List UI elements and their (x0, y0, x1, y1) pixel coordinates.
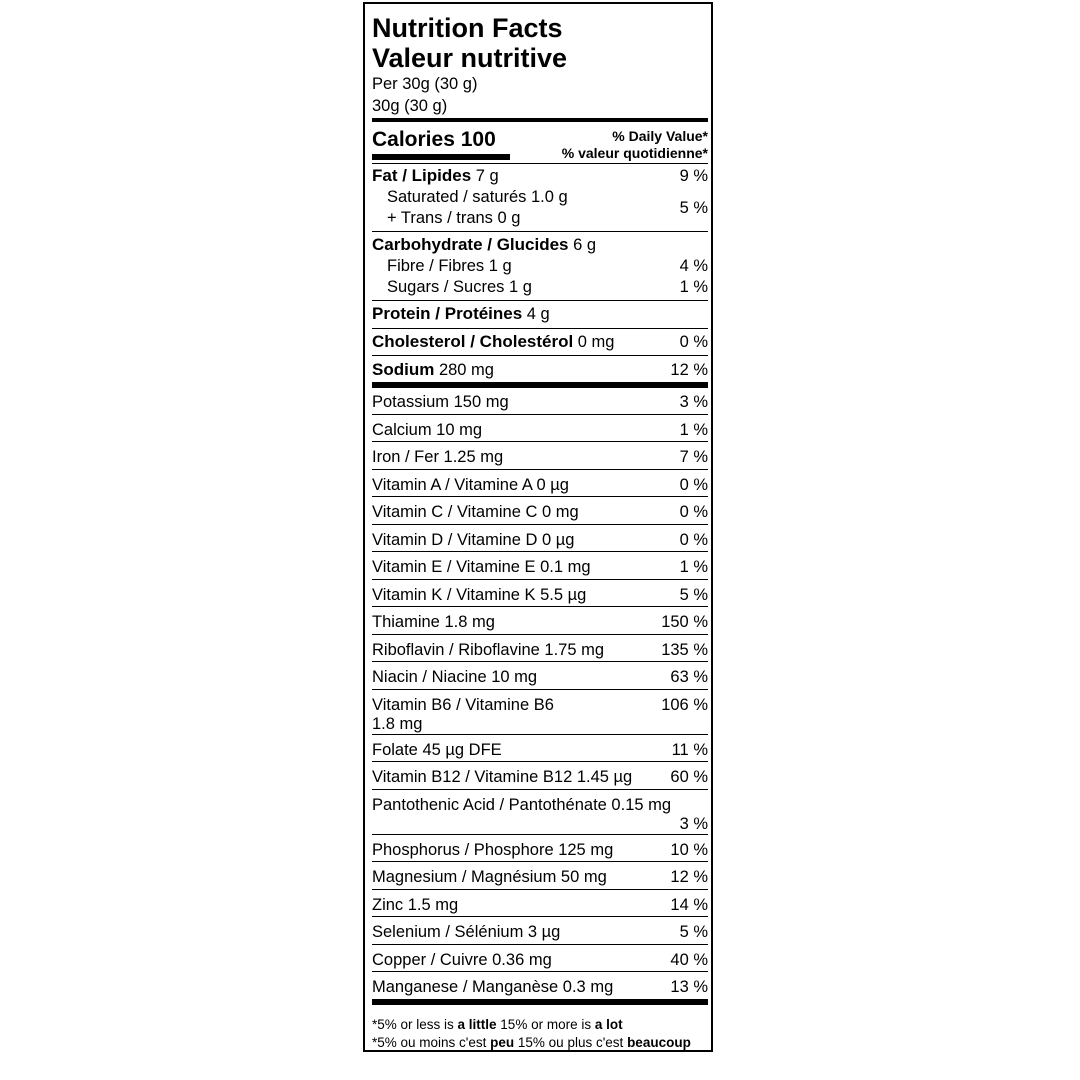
divider (372, 414, 708, 415)
micronutrient-label: Niacin / Niacine 10 mg (372, 668, 538, 686)
divider (372, 551, 708, 552)
cholesterol-label: Cholesterol / Cholestérol (372, 332, 574, 351)
micronutrient-dv: 1 % (679, 558, 708, 576)
micronutrient-label: Phosphorus / Phosphore 125 mg (372, 840, 614, 859)
micronutrient-dv: 0 % (679, 503, 708, 521)
micronutrient-label: Iron / Fer 1.25 mg (372, 448, 504, 466)
micronutrient-label: Manganese / Manganèse 0.3 mg (372, 978, 614, 996)
trans-label: + Trans / trans 0 g (387, 209, 521, 227)
footnote-en-text: 15% or more is (496, 1017, 595, 1032)
fat-label: Fat / Lipides (372, 166, 472, 185)
micronutrient-label: Copper / Cuivre 0.36 mg (372, 950, 552, 969)
divider (372, 300, 708, 301)
divider (372, 971, 708, 972)
micronutrient-label: Magnesium / Magnésium 50 mg (372, 868, 607, 886)
divider (372, 661, 708, 662)
micronutrient-dv: 3 % (679, 814, 708, 833)
micronutrient-dv: 60 % (670, 768, 708, 786)
divider (372, 889, 708, 890)
micronutrient-label: Zinc 1.5 mg (372, 895, 459, 914)
divider (372, 789, 708, 790)
calories-line (372, 128, 496, 152)
cholesterol-amount: 0 mg (577, 333, 615, 351)
micronutrient-label: Vitamin B12 / Vitamine B12 1.45 µg (372, 768, 633, 786)
sugars-dv: 1 % (679, 278, 708, 296)
sugars-label: Sugars / Sucres 1 g (387, 278, 532, 296)
micronutrient-label: Selenium / Sélénium 3 µg (372, 923, 561, 941)
fat-amount: 7 g (475, 167, 499, 185)
footnote-fr-text: 15% ou plus c'est (514, 1035, 628, 1050)
divider (372, 524, 708, 525)
footnote-fr-text: *5% ou moins c'est (372, 1035, 491, 1050)
divider (372, 861, 708, 862)
footnote-en-bold: a lot (594, 1017, 623, 1032)
footnote-en-bold: a little (457, 1017, 497, 1032)
micronutrient-label: Vitamin E / Vitamine E 0.1 mg (372, 558, 591, 576)
divider (372, 944, 708, 945)
calories-bar (372, 154, 510, 160)
micronutrient-dv: 14 % (670, 895, 708, 914)
micronutrient-label: Calcium 10 mg (372, 420, 483, 439)
micronutrient-label: Riboflavin / Riboflavine 1.75 mg (372, 640, 605, 659)
divider (372, 579, 708, 580)
divider (372, 355, 708, 356)
title-french: Valeur nutritive (372, 43, 568, 73)
protein-label: Protein / Protéines (372, 304, 523, 323)
fat-dv: 9 % (679, 167, 708, 185)
calories-value: 100 (460, 128, 496, 151)
cholesterol-dv: 0 % (679, 333, 708, 351)
divider (372, 761, 708, 762)
divider (372, 734, 708, 735)
micronutrient-dv: 0 % (679, 475, 708, 494)
divider (372, 689, 708, 690)
micronutrient-dv: 7 % (679, 448, 708, 466)
micronutrient-dv: 1 % (679, 420, 708, 439)
carbohydrate-amount: 6 g (573, 236, 597, 254)
fibre-label: Fibre / Fibres 1 g (387, 257, 512, 275)
saturated-label: Saturated / saturés 1.0 g (387, 188, 568, 206)
fibre-dv: 4 % (679, 257, 708, 275)
nutrition-facts-panel (363, 2, 713, 1052)
micronutrient-label: Vitamin C / Vitamine C 0 mg (372, 503, 579, 521)
thick-divider (372, 118, 708, 122)
footnote-en-text: *5% or less is (372, 1017, 458, 1032)
micronutrient-label: Pantothenic Acid / Pantothénate 0.15 mg (372, 795, 672, 814)
thick-divider (372, 999, 708, 1005)
divider (372, 328, 708, 329)
micronutrient-dv: 150 % (661, 613, 708, 631)
micronutrient-label: Vitamin A / Vitamine A 0 µg (372, 475, 569, 494)
thick-divider (372, 382, 708, 388)
micronutrient-label: Vitamin B6 / Vitamine B6 (372, 695, 554, 714)
micronutrient-dv: 5 % (679, 923, 708, 941)
footnote-french (372, 1034, 691, 1052)
carbohydrate-label: Carbohydrate / Glucides (372, 235, 569, 254)
divider (372, 496, 708, 497)
micronutrient-dv: 10 % (670, 840, 708, 859)
micronutrient-label-line2: 1.8 mg (372, 714, 423, 733)
protein-amount: 4 g (526, 305, 550, 323)
calories-label: Calories (372, 128, 455, 151)
footnote-fr-bold: peu (490, 1035, 515, 1050)
micronutrient-dv: 3 % (679, 393, 708, 411)
footnote-fr-bold: beaucoup (627, 1035, 691, 1050)
micronutrient-label: Folate 45 µg DFE (372, 740, 502, 759)
footnote-english (372, 1016, 623, 1034)
divider (372, 469, 708, 470)
daily-value-header-en: % Daily Value* (612, 128, 708, 144)
micronutrient-dv: 135 % (661, 640, 708, 659)
daily-value-header-fr: % valeur quotidienne* (561, 145, 708, 161)
micronutrient-dv: 11 % (671, 740, 708, 759)
micronutrient-dv: 5 % (679, 585, 708, 604)
micronutrient-label: Vitamin D / Vitamine D 0 µg (372, 530, 575, 549)
divider (372, 834, 708, 835)
sat-trans-dv: 5 % (679, 199, 708, 217)
micronutrient-dv: 13 % (670, 978, 708, 996)
micronutrient-label: Vitamin K / Vitamine K 5.5 µg (372, 585, 587, 604)
micronutrient-label: Thiamine 1.8 mg (372, 613, 495, 631)
divider (372, 634, 708, 635)
micronutrient-dv: 12 % (670, 868, 708, 886)
serving-size-alt: 30g (30 g) (372, 97, 448, 115)
divider (372, 441, 708, 442)
sodium-label: Sodium (372, 360, 435, 379)
micronutrient-dv: 0 % (679, 530, 708, 549)
micronutrient-label: Potassium 150 mg (372, 393, 509, 411)
divider (372, 231, 708, 232)
divider (372, 606, 708, 607)
micronutrient-dv: 106 % (661, 695, 708, 714)
serving-size: Per 30g (30 g) (372, 75, 478, 93)
divider (372, 916, 708, 917)
title-english: Nutrition Facts (372, 13, 563, 43)
divider (372, 163, 708, 164)
micronutrient-dv: 40 % (670, 950, 708, 969)
sodium-dv: 12 % (670, 361, 708, 379)
sodium-amount: 280 mg (438, 361, 494, 379)
micronutrient-dv: 63 % (670, 668, 708, 686)
